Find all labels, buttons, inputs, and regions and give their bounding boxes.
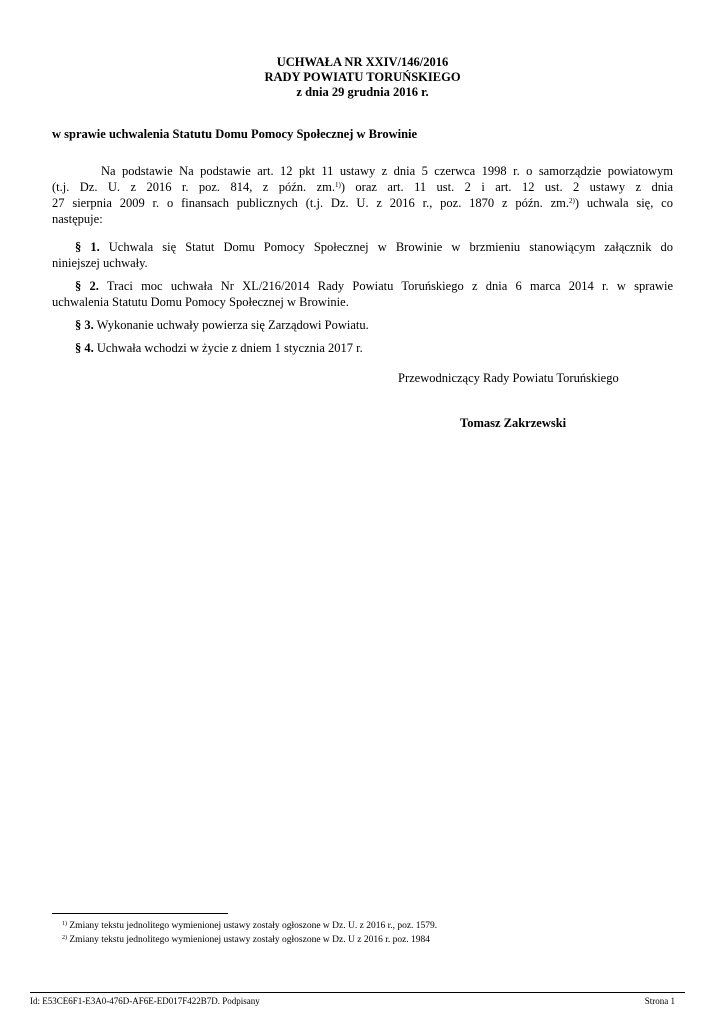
section-text: Uchwala się Statut Domu Pomocy Społecznej w Browinie w brzmieniu stanowiącym załącznik do	[108, 240, 674, 254]
section-line	[52, 278, 673, 294]
section-3	[52, 317, 673, 333]
section-line: uchwalenia Statutu Domu Pomocy Społecznej w Browinie.	[52, 295, 349, 309]
resolution-title: UCHWAŁA NR XXIV/146/2016	[276, 55, 449, 69]
signature-name: Tomasz Zakrzewski	[460, 416, 567, 430]
section-line	[52, 239, 673, 255]
footnote-divider	[52, 913, 228, 914]
preamble-text: 27 sierpnia 2009 r. o finansach publicznych (t.j. Dz. U. z 2016 r., poz. 1870 z późn. zm.	[52, 196, 570, 210]
preamble-text: ) oraz art. 11 ust. 2 i art. 12 ust. 2 ustawy z dnia	[340, 180, 673, 194]
section-1	[52, 239, 673, 271]
resolution-body: RADY POWIATU TORUŃSKIEGO	[264, 70, 461, 84]
section-4	[52, 340, 673, 356]
section-line	[52, 340, 673, 356]
section-text: Traci moc uchwała Nr XL/216/2014 Rady Powiatu Toruńskiego z dnia 6 marca 2014 r. w sprawie	[106, 279, 674, 293]
preamble-text: ) uchwala się, co	[574, 196, 673, 210]
preamble-line	[52, 195, 673, 211]
footnote-mark: 2)	[62, 935, 67, 941]
footnote-mark: 1)	[62, 921, 67, 927]
document-id: Id: E53CE6F1-E3A0-476D-AF6E-ED017F422B7D. Podpisany	[30, 996, 260, 1006]
preamble-paragraph	[52, 163, 673, 227]
resolution-date: z dnia 29 grudnia 2016 r.	[296, 85, 429, 99]
section-label: § 4.	[75, 341, 94, 355]
footnote-text: Zmiany tekstu jednolitego wymienionej ustawy zostały ogłoszone w Dz. U z 2016 r. poz. 1984	[69, 935, 431, 945]
section-label: § 2.	[75, 279, 99, 293]
preamble-line: Na podstawie Na podstawie art. 12 pkt 11 ustawy z dnia 5 czerwca 1998 r. o samorządzie powiatowym	[101, 164, 673, 178]
section-2	[52, 278, 673, 310]
section-label: § 1.	[75, 240, 100, 254]
footnote-2	[62, 934, 430, 946]
resolution-header	[0, 55, 725, 100]
footer-divider	[30, 992, 685, 993]
footnote-ref: 2)	[569, 197, 575, 205]
section-text: Wykonanie uchwały powierza się Zarządowi Powiatu.	[96, 318, 369, 332]
resolution-subject: w sprawie uchwalenia Statutu Domu Pomocy Społecznej w Browinie	[52, 127, 418, 141]
preamble-text: (t.j. Dz. U. z 2016 r. poz. 814, z późn. zm.	[52, 180, 335, 194]
section-line	[52, 317, 673, 333]
signature-role: Przewodniczący Rady Powiatu Toruńskiego	[398, 371, 619, 385]
preamble-line	[52, 179, 673, 195]
section-label: § 3.	[75, 318, 94, 332]
section-text: Uchwała wchodzi w życie z dniem 1 stycznia 2017 r.	[96, 341, 363, 355]
preamble-line: następuje:	[52, 212, 103, 226]
section-line: niniejszej uchwały.	[52, 256, 148, 270]
page-number: Strona 1	[644, 996, 675, 1006]
footnote-1	[62, 920, 437, 932]
footnote-ref: 1)	[334, 181, 341, 189]
footnote-text: Zmiany tekstu jednolitego wymienionej ustawy zostały ogłoszone w Dz. U. z 2016 r., poz. 1579.	[69, 921, 438, 931]
